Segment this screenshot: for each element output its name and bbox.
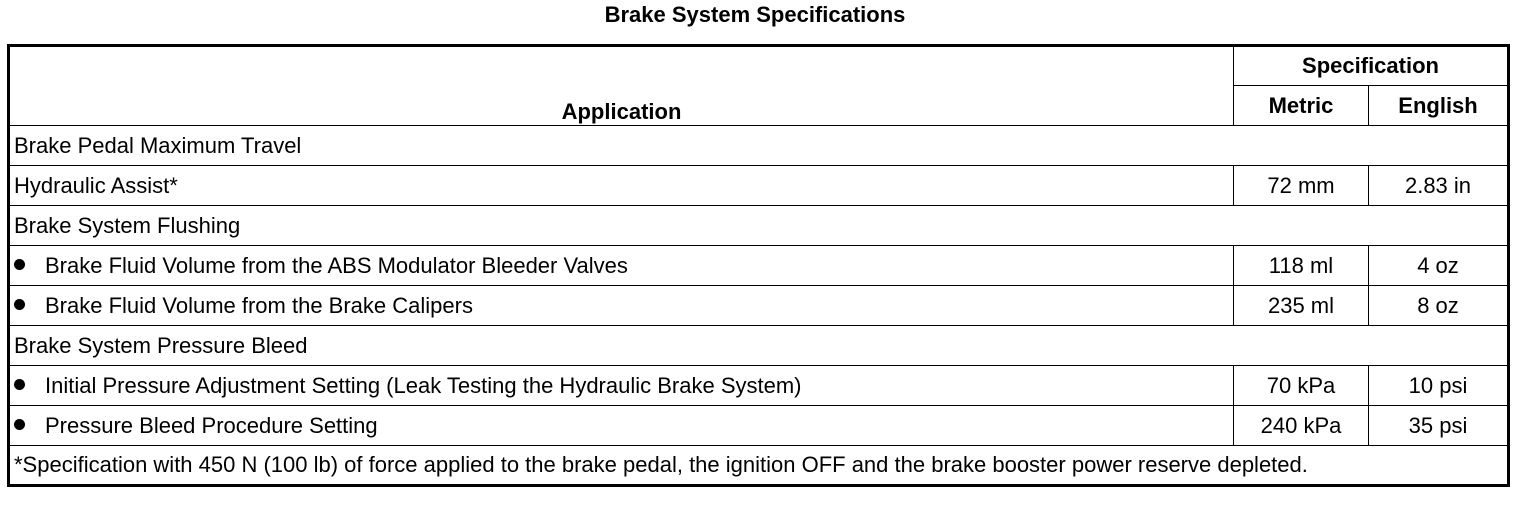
header-row-top [9, 46, 1509, 86]
table-row [9, 126, 1509, 166]
application-cell [9, 246, 1234, 286]
english-column-header: English [1369, 86, 1509, 126]
section-heading: Brake System Pressure Bleed [9, 326, 1509, 366]
application-cell: Hydraulic Assist* [9, 166, 1234, 206]
metric-cell: 118 ml [1234, 246, 1369, 286]
footnote-row [9, 446, 1509, 486]
table-row [9, 286, 1509, 326]
metric-cell: 235 ml [1234, 286, 1369, 326]
application-cell [9, 286, 1234, 326]
table-row [9, 366, 1509, 406]
bullet-icon [14, 379, 25, 390]
application-label: Pressure Bleed Procedure Setting [45, 412, 378, 438]
application-label: Initial Pressure Adjustment Setting (Leak Testing the Hydraulic Brake System) [45, 372, 802, 398]
metric-cell: 70 kPa [1234, 366, 1369, 406]
english-cell: 4 oz [1369, 246, 1509, 286]
section-heading: Brake Pedal Maximum Travel [9, 126, 1509, 166]
bullet-icon [14, 419, 25, 430]
table-row [9, 406, 1509, 446]
metric-cell: 240 kPa [1234, 406, 1369, 446]
application-cell [9, 366, 1234, 406]
table-row [9, 246, 1509, 286]
page-title: Brake System Specifications [604, 2, 906, 27]
footnote: *Specification with 450 N (100 lb) of force applied to the brake pedal, the ignition OFF and the brake booster power reserve depleted. [9, 446, 1509, 486]
table-row [9, 206, 1509, 246]
bullet-icon [14, 299, 25, 310]
table-row [9, 326, 1509, 366]
section-heading: Brake System Flushing [9, 206, 1509, 246]
application-label: Brake Fluid Volume from the ABS Modulator Bleeder Valves [45, 252, 628, 278]
metric-column-header: Metric [1234, 86, 1369, 126]
bullet-icon [14, 259, 25, 270]
metric-cell: 72 mm [1234, 166, 1369, 206]
specification-column-header: Specification [1234, 46, 1509, 86]
specifications-table [7, 44, 1510, 487]
english-cell: 8 oz [1369, 286, 1509, 326]
application-label: Brake Fluid Volume from the Brake Calipers [45, 292, 473, 318]
english-cell: 10 psi [1369, 366, 1509, 406]
application-column-header: Application [9, 46, 1234, 126]
english-cell: 2.83 in [1369, 166, 1509, 206]
table-row [9, 166, 1509, 206]
application-cell [9, 406, 1234, 446]
english-cell: 35 psi [1369, 406, 1509, 446]
